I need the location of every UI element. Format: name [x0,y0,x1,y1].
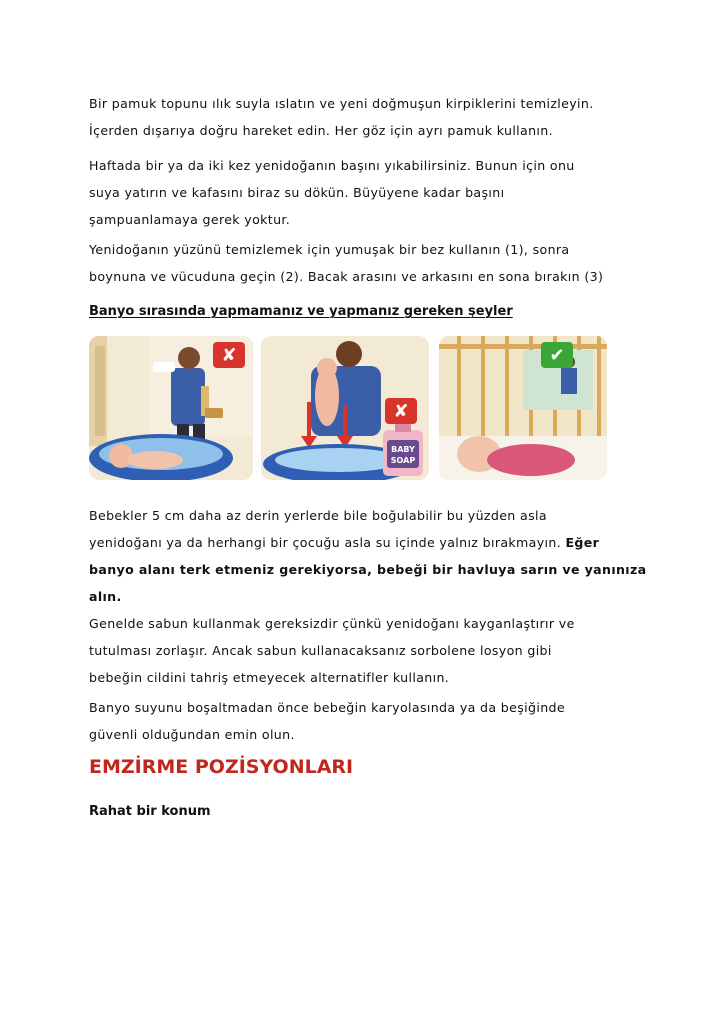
paragraph-face-cleaning [89,236,649,290]
illustration-panel-crib [439,336,607,480]
paragraph-head-washing [89,152,649,233]
text-line: Haftada bir ya da iki kez yenidoğanın başını yıkabilirsiniz. Bunun için onu [89,158,575,173]
text-segment: yenidoğanı ya da herhangi bir çocuğu asla su içinde yalnız bırakmayın. [89,535,566,550]
bold-text-segment: Eğer [565,535,600,550]
wrong-mark-icon: ✘ [221,345,237,366]
text-line: bebeğin cildini tahriş etmeyecek alternatifler kullanın. [89,670,450,685]
bold-text-line: banyo alanı terk etmeniz gerekiyorsa, bebeği bir havluya sarın ve yanınıza [89,562,647,577]
text-line: tutulması zorlaşır. Ancak sabun kullanacaksanız sorbolene losyon gibi [89,643,552,658]
text-line: Bebekler 5 cm daha az derin yerlerde bile boğulabilir bu yüzden asla [89,508,547,523]
text-line: Bir pamuk topunu ılık suyla ıslatın ve yeni doğmuşun kirpiklerini temizleyin. [89,96,594,111]
section-title: EMZİRME POZİSYONLARI [89,756,354,778]
soap-label-line1: BABY [391,445,415,454]
text-line: İçerden dışarıya doğru hareket edin. Her göz için ayrı pamuk kullanın. [89,123,553,138]
paragraph-soap-advice [89,610,649,691]
text-line: Banyo suyunu boşaltmadan önce bebeğin karyolasında ya da beşiğinde [89,700,565,715]
text-line: suya yatırın ve kafasını biraz su dökün. Büyüyene kadar başını [89,185,505,200]
subsection-title: Rahat bir konum [89,804,211,819]
text-line: şampuanlamaya gerek yoktur. [89,212,291,227]
text-line: Genelde sabun kullanmak gereksizdir çünkü yenidoğanı kayganlaştırır ve [89,616,575,631]
paragraph-eye-cleaning [89,90,649,144]
illustration-panel-soap [261,336,429,480]
wrong-mark-icon: ✘ [393,401,409,422]
subheading-dos-donts: Banyo sırasında yapmamanız ve yapmanız gereken şeyler [89,304,513,319]
bath-safety-illustration [89,336,607,480]
text-line: boynuna ve vücuduna geçin (2). Bacak arasını ve arkasını en sona bırakın (3) [89,269,604,284]
illustration-panel-phone [89,336,253,480]
text-line: güvenli olduğundan emin olun. [89,727,295,742]
paragraph-drowning-warning [89,502,649,610]
bold-text-line: alın. [89,589,122,604]
text-line [89,529,649,556]
paragraph-drain-water [89,694,649,748]
soap-label-line2: SOAP [390,456,416,465]
check-mark-icon: ✔ [549,345,565,366]
text-line: Yenidoğanın yüzünü temizlemek için yumuşak bir bez kullanın (1), sonra [89,242,570,257]
